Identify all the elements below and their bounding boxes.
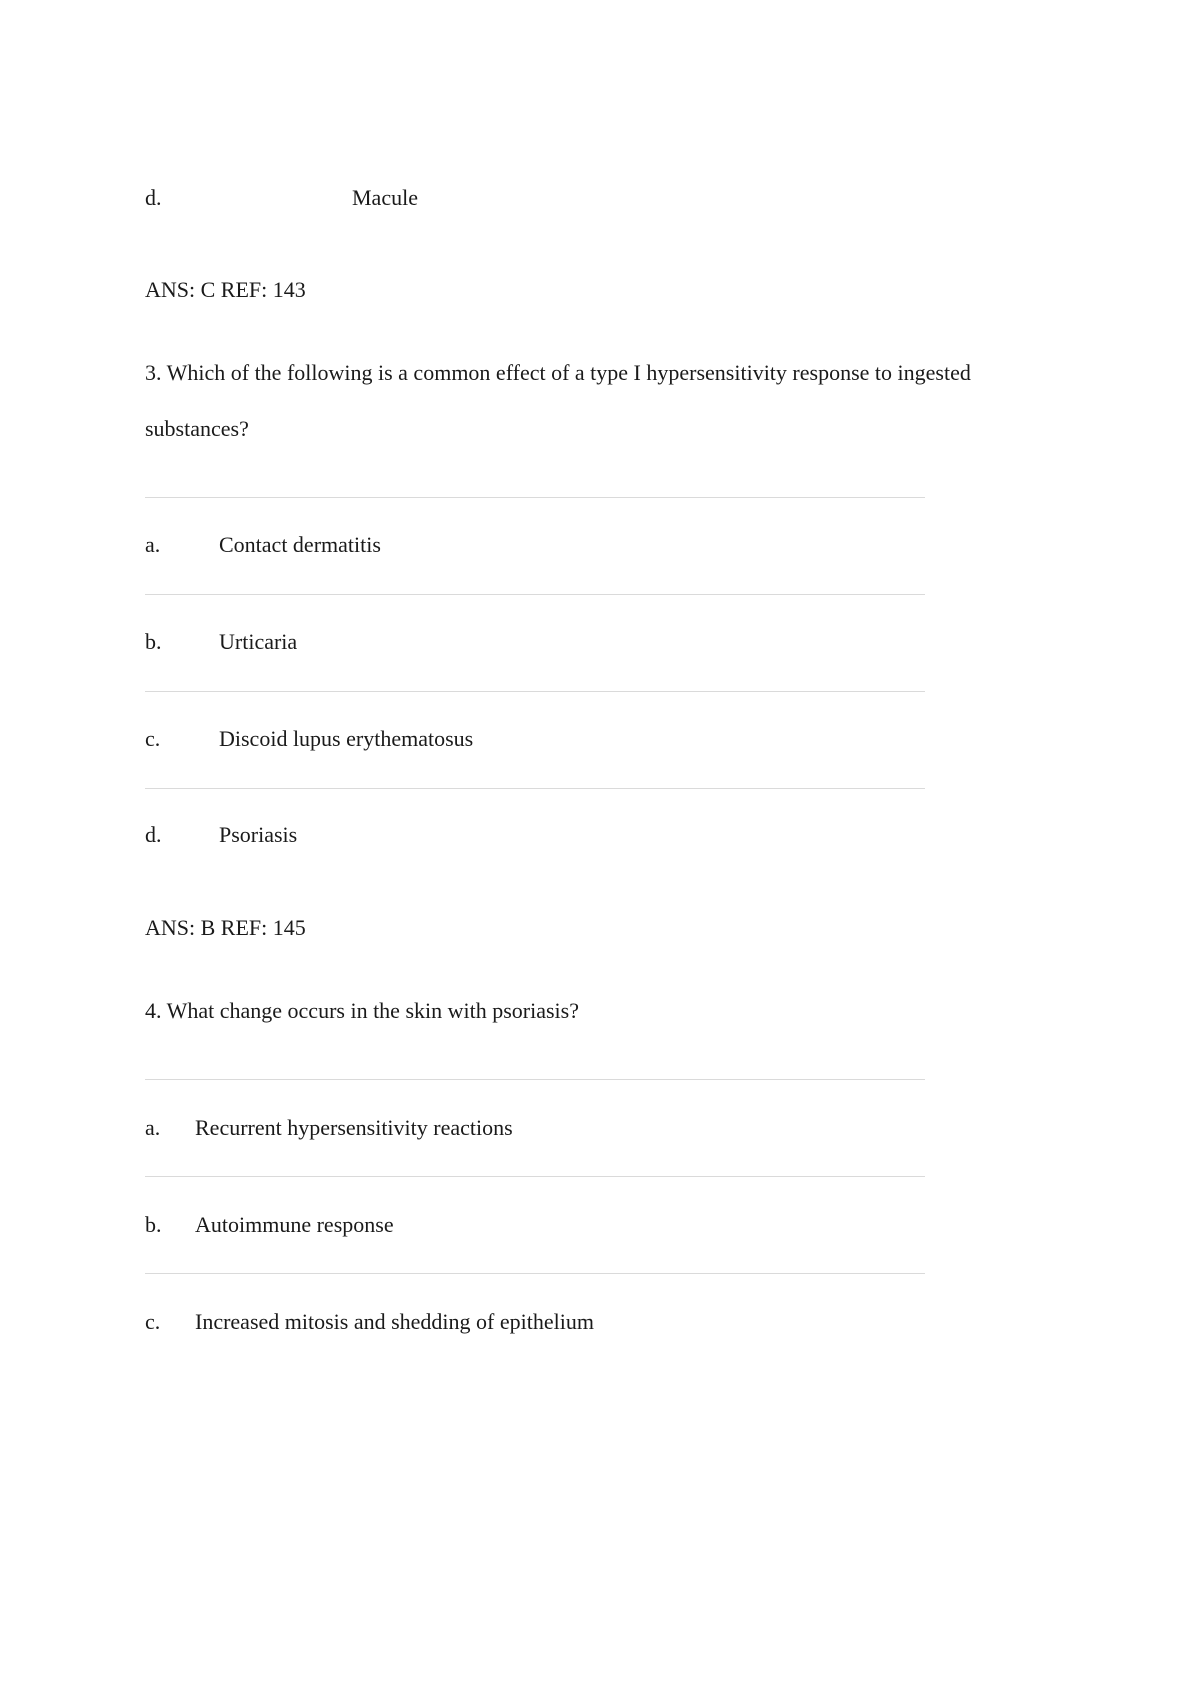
q3-option-a-text: Contact dermatitis: [219, 532, 381, 557]
q2-option-d-letter: d.: [145, 185, 162, 210]
q3-divider-4: [145, 788, 925, 789]
q4-divider-2: [145, 1176, 925, 1177]
q3-divider-2: [145, 594, 925, 595]
q4-option-b-text: Autoimmune response: [195, 1212, 394, 1237]
q3-stem-line1: 3. Which of the following is a common effect of a type I hypersensitivity response to ingested: [145, 360, 971, 385]
q4-option-a-letter: a.: [145, 1115, 161, 1140]
q4-option-b-letter: b.: [145, 1212, 162, 1237]
q4-divider-1: [145, 1079, 925, 1080]
q3-answer: ANS: B REF: 145: [145, 915, 306, 940]
q3-divider-3: [145, 691, 925, 692]
q3-divider-1: [145, 497, 925, 498]
q3-option-b-text: Urticaria: [219, 629, 298, 654]
q4-divider-3: [145, 1273, 925, 1274]
q3-option-c-letter: c.: [145, 726, 161, 751]
q3-option-d-text: Psoriasis: [219, 822, 298, 847]
q3-stem-line2: substances?: [145, 416, 249, 441]
q3-option-b-letter: b.: [145, 629, 162, 654]
q3-option-d-letter: d.: [145, 822, 162, 847]
q3-option-c-text: Discoid lupus erythematosus: [219, 726, 474, 751]
q4-option-c-text: Increased mitosis and shedding of epithelium: [195, 1309, 594, 1334]
q4-stem: 4. What change occurs in the skin with psoriasis?: [145, 998, 579, 1023]
q4-option-c-letter: c.: [145, 1309, 161, 1334]
q4-option-a-text: Recurrent hypersensitivity reactions: [195, 1115, 513, 1140]
q2-answer: ANS: C REF: 143: [145, 277, 306, 302]
q3-option-a-letter: a.: [145, 532, 161, 557]
q2-option-d-text: Macule: [352, 185, 418, 210]
